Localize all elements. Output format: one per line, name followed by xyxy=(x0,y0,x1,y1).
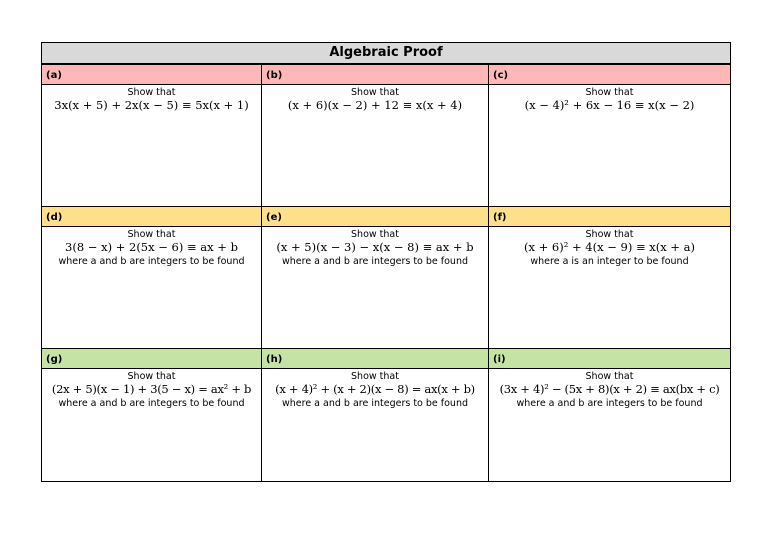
question-label: (d) xyxy=(42,206,261,227)
question-cell-f xyxy=(489,206,730,348)
worksheet xyxy=(41,42,731,482)
question-label: (g) xyxy=(42,348,261,369)
show-that-text: Show that xyxy=(351,371,399,382)
question-cell-b xyxy=(262,64,489,206)
question-note: where a and b are integers to be found xyxy=(516,398,703,409)
question-equation: 3x(x + 5) + 2x(x − 5) ≡ 5x(x + 1) xyxy=(54,98,249,112)
question-equation: (x + 5)(x − 3) − x(x − 8) ≡ ax + b xyxy=(276,240,474,254)
question-equation: 3(8 − x) + 2(5x − 6) ≡ ax + b xyxy=(65,240,238,254)
question-cell-h xyxy=(262,348,489,481)
question-equation: (x + 4)² + (x + 2)(x − 8) = ax(x + b) xyxy=(275,382,475,396)
question-label: (b) xyxy=(262,64,488,85)
question-note: where a and b are integers to be found xyxy=(281,398,469,409)
question-cell-c xyxy=(489,64,730,206)
question-label: (e) xyxy=(262,206,488,227)
show-that-text: Show that xyxy=(585,371,634,382)
question-equation: (x + 6)² + 4(x − 9) ≡ x(x + a) xyxy=(523,240,695,254)
show-that-text: Show that xyxy=(585,87,634,98)
question-label: (c) xyxy=(489,64,730,85)
show-that-text: Show that xyxy=(127,371,176,382)
show-that-text: Show that xyxy=(127,87,176,98)
question-equation: (3x + 4)² − (5x + 8)(x + 2) ≡ ax(bx + c) xyxy=(499,382,720,396)
question-equation: (2x + 5)(x − 1) + 3(5 − x) = ax² + b xyxy=(51,382,252,396)
show-that-text: Show that xyxy=(585,229,634,240)
show-that-text: Show that xyxy=(127,229,176,240)
question-equation: (x + 6)(x − 2) + 12 ≡ x(x + 4) xyxy=(287,98,463,112)
question-row-1 xyxy=(42,64,730,206)
show-that-text: Show that xyxy=(351,229,399,240)
worksheet-title: Algebraic Proof xyxy=(42,43,730,64)
question-note: where a and b are integers to be found xyxy=(58,256,245,267)
question-cell-e xyxy=(262,206,489,348)
question-cell-d xyxy=(42,206,262,348)
question-cell-g xyxy=(42,348,262,481)
question-row-3 xyxy=(42,348,730,481)
question-note: where a is an integer to be found xyxy=(530,256,689,267)
question-cell-i xyxy=(489,348,730,481)
question-row-2 xyxy=(42,206,730,348)
question-cell-a xyxy=(42,64,262,206)
show-that-text: Show that xyxy=(351,87,399,98)
question-note: where a and b are integers to be found xyxy=(281,256,469,267)
question-label: (i) xyxy=(489,348,730,369)
question-label: (a) xyxy=(42,64,261,85)
question-label: (f) xyxy=(489,206,730,227)
question-equation: (x − 4)² + 6x − 16 ≡ x(x − 2) xyxy=(524,98,695,112)
question-note: where a and b are integers to be found xyxy=(58,398,245,409)
question-label: (h) xyxy=(262,348,488,369)
